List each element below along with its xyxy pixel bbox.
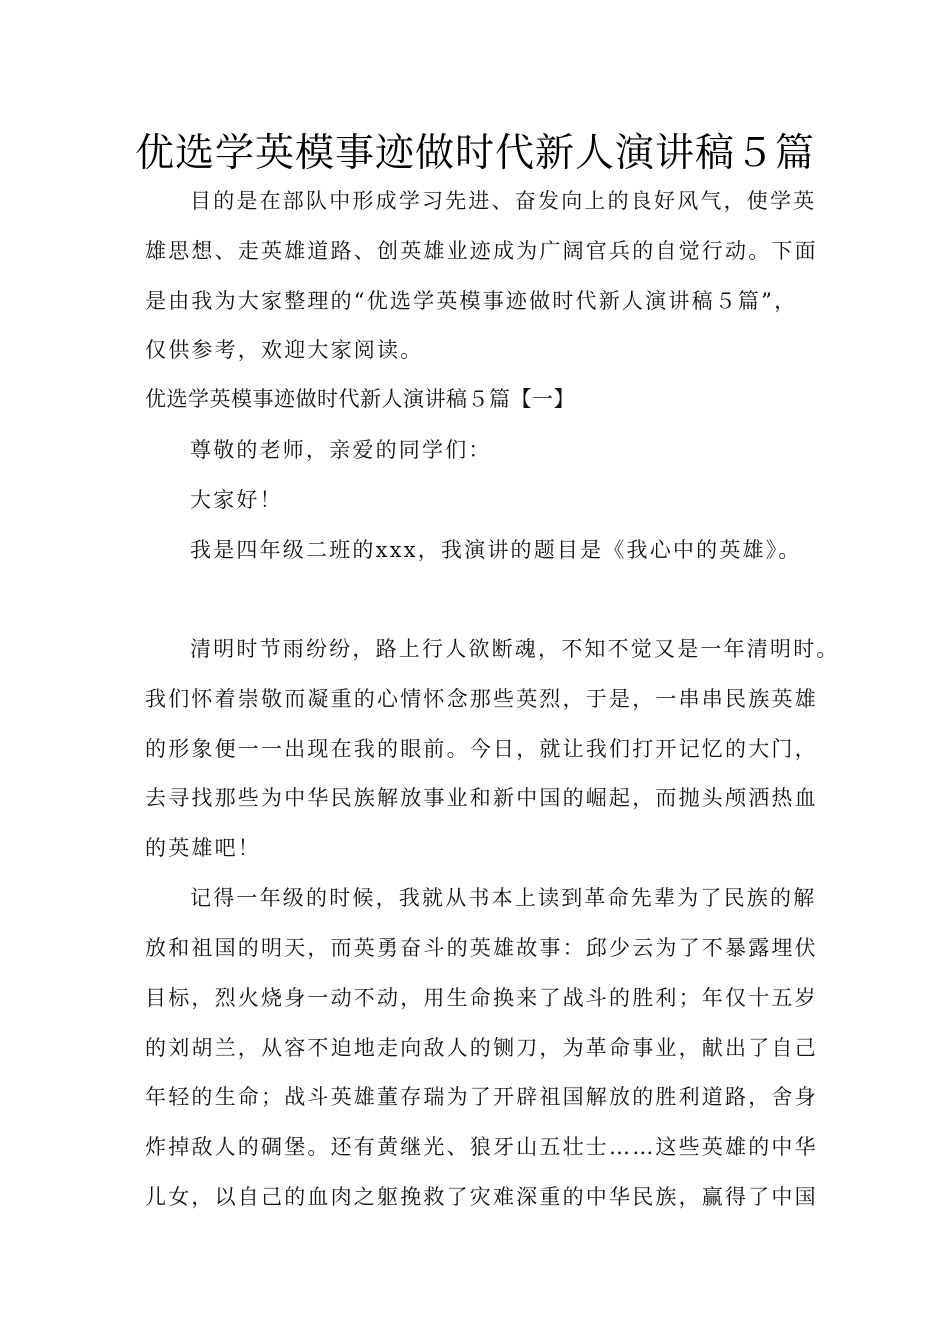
- greeting-line: 尊敬的老师，亲爱的同学们：: [190, 438, 492, 462]
- intro-line-4: 仅供参考，欢迎大家阅读。: [145, 338, 424, 362]
- document-title: 优选学英模事迹做时代新人演讲稿５篇: [134, 131, 815, 176]
- intro-self-line: 我是四年级二班的xxx，我演讲的题目是《我心中的英雄》。: [190, 538, 802, 562]
- paragraph-2-line-2: 放和祖国的明天，而英勇奋斗的英雄故事：邱少云为了不暴露埋伏: [145, 936, 818, 960]
- paragraph-2-line-1: 记得一年级的时候，我就从书本上读到革命先辈为了民族的解: [190, 886, 817, 910]
- intro-line-3: 是由我为大家整理的“优选学英模事迹做时代新人演讲稿５篇”，: [145, 289, 798, 313]
- paragraph-2-line-5: 年轻的生命；战斗英雄董存瑞为了开辟祖国解放的胜利道路，舍身: [145, 1085, 818, 1109]
- intro-line-2: 雄思想、走英雄道路、创英雄业迹成为广阔官兵的自觉行动。下面: [145, 239, 818, 263]
- paragraph-2-line-6: 炸掉敌人的碉堡。还有黄继光、狼牙山五壮士……这些英雄的中华: [145, 1135, 818, 1159]
- section-heading: 优选学英模事迹做时代新人演讲稿５篇【一】: [145, 387, 575, 411]
- paragraph-2-line-3: 目标，烈火烧身一动不动，用生命换来了战斗的胜利；年仅十五岁: [145, 986, 818, 1010]
- hello-line: 大家好！: [190, 488, 283, 512]
- paragraph-1-line-4: 去寻找那些为中华民族解放事业和新中国的崛起，而抛头颅洒热血: [145, 786, 818, 810]
- paragraph-1-line-5: 的英雄吧！: [145, 836, 261, 860]
- paragraph-1-line-3: 的形象便一一出现在我的眼前。今日，就让我们打开记忆的大门，: [145, 737, 818, 761]
- paragraph-1-line-2: 我们怀着崇敬而凝重的心情怀念那些英烈，于是，一串串民族英雄: [145, 687, 818, 711]
- paragraph-1-line-1: 清明时节雨纷纷，路上行人欲断魂，不知不觉又是一年清明时。: [190, 637, 840, 661]
- paragraph-2-line-4: 的刘胡兰，从容不迫地走向敌人的铡刀，为革命事业，献出了自己: [145, 1036, 818, 1060]
- intro-line-1: 目的是在部队中形成学习先进、奋发向上的良好风气，使学英: [190, 189, 817, 213]
- paragraph-2-line-7: 儿女，以自己的血肉之躯挽救了灾难深重的中华民族，赢得了中国: [145, 1185, 818, 1209]
